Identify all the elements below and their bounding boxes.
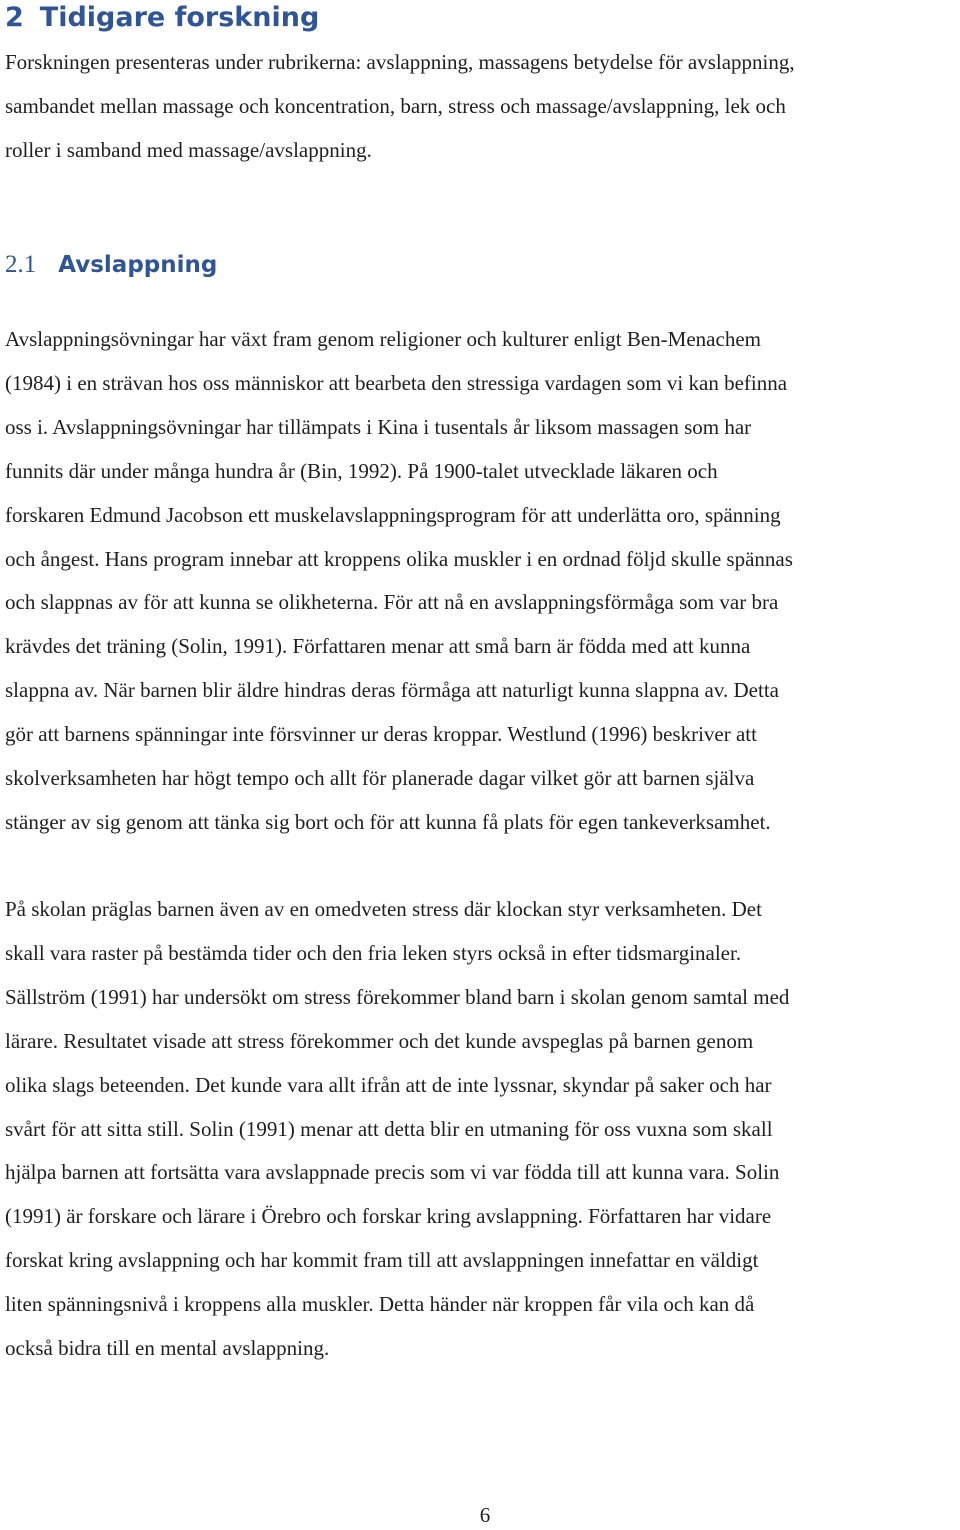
paragraph-line: (1984) i en strävan hos oss människor att bearbeta den stressiga vardagen som vi kan befinna [5,370,788,395]
subsection-number: 2.1 [5,251,37,278]
paragraph-line: svårt för att sitta still. Solin (1991) menar att detta blir en utmaning för oss vuxna som skall [5,1116,773,1141]
intro-paragraph [5,40,955,172]
page-number: 6 [479,1503,491,1527]
subsection-title: Avslappning [58,252,218,278]
paragraph-line: funnits där under många hundra år (Bin, 1992). På 1900-talet utvecklade läkaren och [5,458,718,483]
paragraph-line: olika slags beteenden. Det kunde vara allt ifrån att de inte lyssnar, skyndar på saker och har [5,1072,772,1097]
paragraph-line: stänger av sig genom att tänka sig bort och för att kunna få plats för egen tankeverksamhet. [5,809,771,834]
paragraph-line: hjälpa barnen att fortsätta vara avslappnade precis som vi var födda till att kunna vara. Solin [5,1160,780,1185]
intro-line: sambandet mellan massage och koncentration, barn, stress och massage/avslappning, lek och [5,94,786,118]
paragraph-line: också bidra till en mental avslappning. [5,1336,330,1361]
paragraph-line: forskaren Edmund Jacobson ett muskelavslappningsprogram för att underlätta oro, spänning [5,502,781,527]
paragraph-line: lärare. Resultatet visade att stress förekommer och det kunde avspeglas på barnen genom [5,1028,754,1053]
paragraph-line: och slappnas av för att kunna se olikheterna. För att nå en avslappningsförmåga som var bra [5,590,779,615]
paragraph-line: krävdes det träning (Solin, 1991). Författaren menar att små barn är födda med att kunna [5,634,751,659]
paragraph-line: oss i. Avslappningsövningar har tillämpats i Kina i tusentals år liksom massagen som har [5,414,752,439]
paragraph-line: skall vara raster på bestämda tider och den fria leken styrs också in efter tidsmarginaler. [5,940,742,965]
section-number: 2 [5,2,24,33]
intro-line: Forskningen presenteras under rubrikerna: avslappning, massagens betydelse för avslappning, [5,50,795,74]
paragraph-line: Sällström (1991) har undersökt om stress förekommer bland barn i skolan genom samtal med [5,984,790,1009]
paragraph-line: slappna av. När barnen blir äldre hindras deras förmåga att naturligt kunna slappna av. Detta [5,678,779,703]
paragraph-line: gör att barnens spänningar inte försvinner ur deras kroppar. Westlund (1996) beskriver att [5,722,757,747]
paragraph-line: På skolan präglas barnen även av en omedveten stress där klockan styr verksamheten. Det [5,897,762,921]
intro-line: roller i samband med massage/avslappning. [5,138,372,162]
section-title: Tidigare forskning [39,2,320,33]
paragraph-line: skolverksamheten har högt tempo och allt för planerade dagar vilket gör att barnen själva [5,766,755,791]
paragraph-line: och ångest. Hans program innebar att kroppens olika muskler i en ordnad följd skulle spännas [5,546,793,571]
body-paragraph-1 [5,318,960,845]
body-paragraph-2 [5,888,960,1371]
paragraph-line: (1991) är forskare och lärare i Örebro och forskar kring avslappning. Författaren har vidare [5,1204,772,1229]
paragraph-line: liten spänningsnivå i kroppens alla muskler. Detta händer när kroppen får vila och kan då [5,1292,755,1317]
subsection-heading [5,245,217,285]
section-heading [5,0,319,38]
paragraph-line: forskat kring avslappning och har kommit fram till att avslappningen innefattar en väldigt [5,1248,759,1273]
paragraph-line: Avslappningsövningar har växt fram genom religioner och kulturer enligt Ben-Menachem [5,327,761,351]
